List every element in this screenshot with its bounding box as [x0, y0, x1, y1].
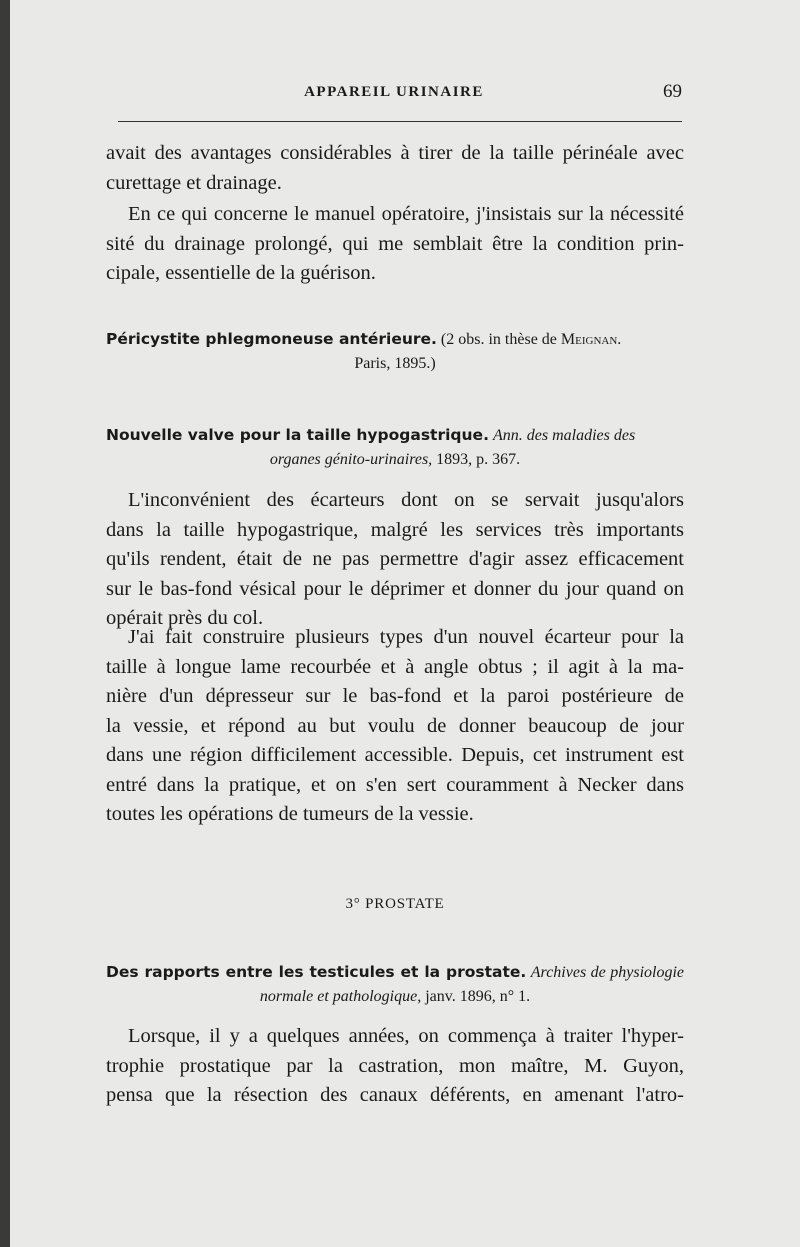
book-page: [10, 0, 800, 1247]
entry-3-ref: janv. 1896, n° 1.: [425, 988, 531, 1005]
entry-2-journal: Ann. des maladies des: [492, 427, 636, 444]
entry-3-title: Des rapports entre les testicules et la prostate.: [106, 963, 527, 981]
text-line: trophie prostatique par la castration, mon maître, M. Guyon,: [106, 1054, 684, 1077]
entry-1-line-1: [106, 327, 684, 352]
text-line: entré dans la pratique, et on s'en sert couramment à Necker dans: [106, 773, 684, 796]
entry-3-line-2: [106, 985, 684, 1009]
section-number: 3°: [345, 896, 361, 912]
text-line: taille à longue lame recourbée et à angle obtus ; il agit à la ma-: [106, 655, 684, 678]
entry-2-journal-continued: organes génito-urinaires,: [269, 451, 433, 468]
text-line: L'inconvénient des écarteurs dont on se servait jusqu'alors: [128, 489, 684, 511]
entry-2-line-1: [106, 423, 684, 448]
page-number: 69: [663, 81, 682, 102]
section-heading: [106, 896, 684, 913]
section-title: PROSTATE: [365, 896, 445, 912]
paragraph-1: [106, 139, 684, 198]
text-line: qu'ils rendent, était de ne pas permettre d'agir assez efficacement: [106, 548, 684, 570]
text-line: dans une région difficilement accessible. Depuis, cet instrument est: [106, 744, 684, 766]
entry-3-journal-continued: normale et pathologique,: [259, 988, 422, 1005]
text-line: En ce qui concerne le manuel opératoire, j'insistais sur la nécessité: [128, 203, 684, 225]
bibliography-entry-1: [106, 327, 684, 376]
text-line: curettage et drainage.: [106, 171, 282, 194]
text-line: opérait près du col.: [106, 607, 264, 629]
text-line: toutes les opérations de tumeurs de la vessie.: [106, 803, 474, 825]
entry-3-journal: Archives de physiologie: [530, 964, 684, 981]
entry-1-ref-continued: Paris, 1895.): [354, 355, 436, 372]
text-line: dans la taille hypogastrique, malgré les services très importants: [106, 518, 684, 541]
bibliography-entry-3: [106, 960, 684, 1009]
running-title: APPAREIL URINAIRE: [304, 84, 484, 100]
running-header: [106, 81, 682, 106]
entry-2-title: Nouvelle valve pour la taille hypogastrique.: [106, 426, 489, 444]
paragraph-4: [106, 623, 684, 830]
entry-1-ref: (2 obs. in thèse de: [440, 331, 557, 348]
bibliography-entry-2: [106, 423, 684, 472]
text-line: J'ai fait construire plusieurs types d'un nouvel écarteur pour la: [128, 626, 684, 648]
entry-2-line-2: [106, 448, 684, 472]
paragraph-3: [106, 486, 684, 634]
paragraph-2: [106, 200, 684, 289]
text-line: nière d'un dépresseur sur le bas-fond et la paroi postérieure de: [106, 685, 684, 707]
text-line: Lorsque, il y a quelques années, on commença à traiter l'hyper-: [128, 1025, 684, 1047]
text-line: sur le bas-fond vésical pour le déprimer et donner du jour quand on: [106, 577, 684, 600]
text-line: la vessie, et répond au but voulu de donner beaucoup de jour: [106, 714, 684, 737]
entry-1-title: Péricystite phlegmoneuse antérieure.: [106, 330, 437, 348]
text-line: sité du drainage prolongé, qui me semblait être la condition prin-: [106, 232, 684, 255]
text-line: cipale, essentielle de la guérison.: [106, 262, 376, 284]
paragraph-5: [106, 1022, 684, 1111]
entry-3-line-1: [106, 960, 684, 985]
text-line: pensa que la résection des canaux déférents, en amenant l'atro-: [106, 1084, 684, 1106]
entry-1-author: Meignan.: [560, 331, 622, 348]
text-line: avait des avantages considérables à tirer de la taille périnéale avec: [106, 142, 684, 164]
entry-2-ref: 1893, p. 367.: [436, 451, 521, 468]
header-rule: [118, 121, 682, 122]
